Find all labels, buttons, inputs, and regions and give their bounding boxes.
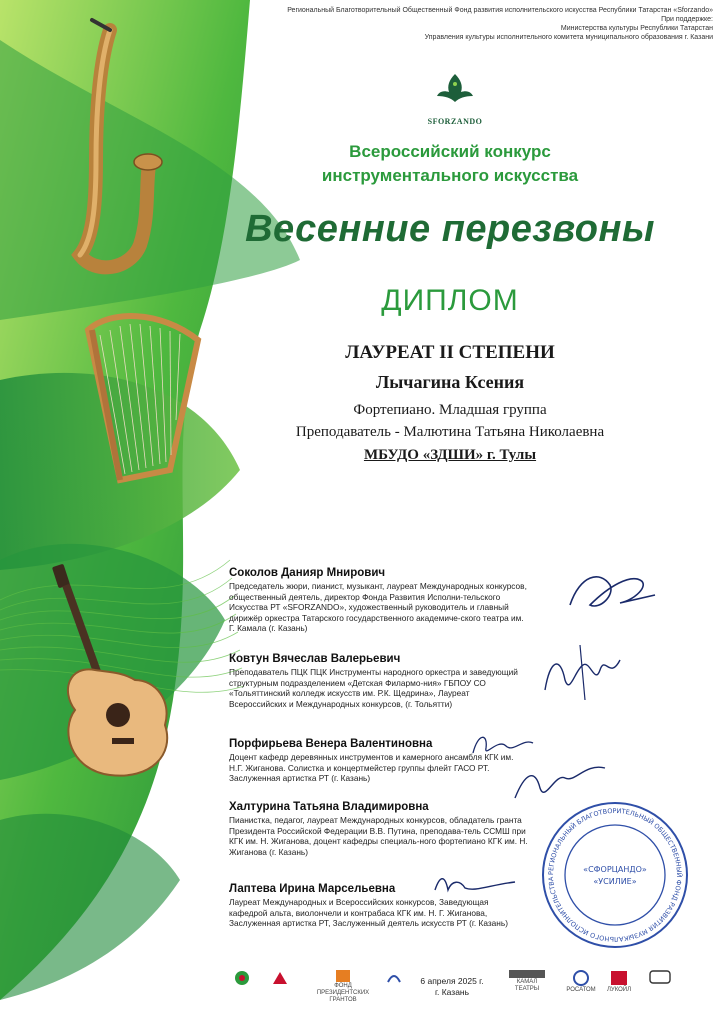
footer-date	[404, 976, 500, 998]
official-seal	[540, 800, 690, 950]
signature-sokolov	[560, 565, 660, 625]
partner-logo-kamal-theatre	[506, 970, 548, 993]
partner-logo	[232, 970, 252, 987]
contest-line: Всероссийский конкурс	[349, 142, 551, 161]
contest-heading	[280, 140, 620, 188]
svg-text:«УСИЛИЕ»: «УСИЛИЕ»	[593, 877, 637, 886]
svg-text:РЕГИОНАЛЬНЫЙ БЛАГОТВОРИТЕЛЬНЫЙ: РЕГИОНАЛЬНЫЙ БЛАГОТВОРИТЕЛЬНЫЙ ОБЩЕСТВЕННЫЙ ФОНД РАЗВИТИЯ МУЗЫКАЛЬНОГО ИСПОЛНИТЕЛЬСТВА	[546, 806, 684, 944]
award-level: ЛАУРЕАТ II СТЕПЕНИ	[345, 342, 555, 363]
category: Фортепиано. Младшая группа	[353, 402, 547, 418]
signature-lapteva	[430, 870, 520, 900]
sforzando-bird-logo-icon	[433, 70, 477, 106]
jury-member-description: Доцент кафедр деревянных инструментов и камерного ансамбля КГК им. Н.Г. Жиганова. Солистка и концертмейстер группы флейт ГАСО РТ. Заслуженная артистка РТ (г. Казань)	[229, 752, 514, 784]
jury-member-name: Соколов Данияр Мнирович	[229, 567, 386, 579]
svg-text:«СФОРЦАНДО»: «СФОРЦАНДО»	[583, 865, 647, 874]
tatarstan-emblem-icon	[234, 970, 250, 986]
support-line: Управления культуры исполнительного комитета муниципального образования г. Казани	[424, 34, 713, 41]
jury-member-description: Председатель жюри, пианист, музыкант, лауреат Международных конкурсов, общественный деятель, директор Фонда Развития Исполни-тельского Искусства РТ «SFORZANDO», художественный руководитель и главный дирижёр оркестра Татарского государственного академиче-ского театра им. Г. Камала (г. Казань)	[229, 581, 527, 634]
participant-name: Лычагина Ксения	[375, 372, 525, 392]
partner-name: ЛУКОЙЛ	[606, 987, 632, 993]
signature-kovtun	[535, 640, 625, 710]
partner-name: РОСАТОМ	[566, 987, 596, 993]
partner-logo	[385, 970, 403, 987]
jury-member-description: Лауреат Международных и Всероссийских конкурсов, Заведующая кафедрой альта, виолончели и контрабаса КГК им. Н. Г. Жиганова, Заслуженная артистка РТ, Заслуженный деятель искусств РТ (г. Казань)	[229, 897, 508, 929]
jury-member-name: Ковтун Вячеслав Валерьевич	[229, 653, 401, 665]
ministry-culture-icon	[271, 970, 289, 986]
contest-line: инструментального искусства	[321, 166, 579, 185]
partner-logo	[270, 970, 290, 987]
jury-member-description: Пианистка, педагог, лауреат Международных конкурсов, обладатель гранта Президента Российской Федерации В.В. Путина, преподава-тель ССМШ при КГК им. Н. Жиганова, доцент кафедры специаль-ного фортепиано КГК им. Н. Жиганова (г. Казань)	[229, 815, 528, 857]
jury-member-name: Халтурина Татьяна Владимировна	[229, 801, 429, 813]
competition-title: Весенние перезвоны	[245, 208, 655, 250]
partner-name: КАМАЛ ТЕАТРЫ	[514, 979, 540, 992]
jury-member	[229, 800, 529, 857]
sforzando-logo	[420, 70, 490, 126]
jury-member	[229, 652, 529, 709]
school: МБУДО «ЗДШИ» г. Тулы	[363, 447, 537, 463]
partner-logo-lukoil	[604, 970, 634, 994]
support-line: Министерства культуры Республики Татарстан	[560, 25, 713, 32]
jury-member-name: Лаптева Ирина Марсельевна	[229, 883, 396, 895]
city-text: г. Казань	[434, 987, 470, 997]
sforzando-wordmark: SFORZANDO	[427, 117, 483, 126]
partner-name: ФОНД ПРЕЗИДЕНТСКИХ ГРАНТОВ	[316, 983, 370, 1003]
lukoil-icon	[610, 970, 628, 986]
kamal-theatre-icon	[509, 970, 545, 978]
green-wave-shape	[0, 814, 180, 1000]
organizer-header	[233, 6, 713, 42]
partner-logo-rosatom	[566, 970, 596, 994]
diploma-label: ДИПЛОМ	[381, 284, 519, 317]
partner-logo-presidential-grants	[315, 970, 371, 1004]
support-label: При поддержке:	[661, 16, 713, 23]
rosatom-icon	[572, 970, 590, 986]
partner-emblem-icon	[649, 970, 671, 984]
bird-logo-icon	[386, 970, 402, 986]
jury-member-description: Преподаватель ПЦК ПЦК Инструменты народного оркестра и заведующий структурным подразделением «Детская Филармо-ния» ГБПОУ СО «Тольяттинский колледж искусств им. Р.К. Щедрина», Лауреат Всероссийских и Международных конкурсов, (г. Тольятти)	[229, 667, 518, 709]
teacher: Преподаватель - Малютина Татьяна Николаевна	[295, 424, 605, 440]
jury-member-name: Порфирьева Венера Валентиновна	[229, 738, 433, 750]
grant-fund-icon	[336, 970, 350, 982]
jury-member	[229, 566, 529, 634]
date-text: 6 апреля 2025 г.	[420, 976, 484, 986]
organizer-line: Региональный Благотворительный Общественный Фонд развития исполнительского искусства Республики Татарстан «Sforzando»	[287, 7, 713, 14]
partner-logo	[648, 970, 672, 985]
